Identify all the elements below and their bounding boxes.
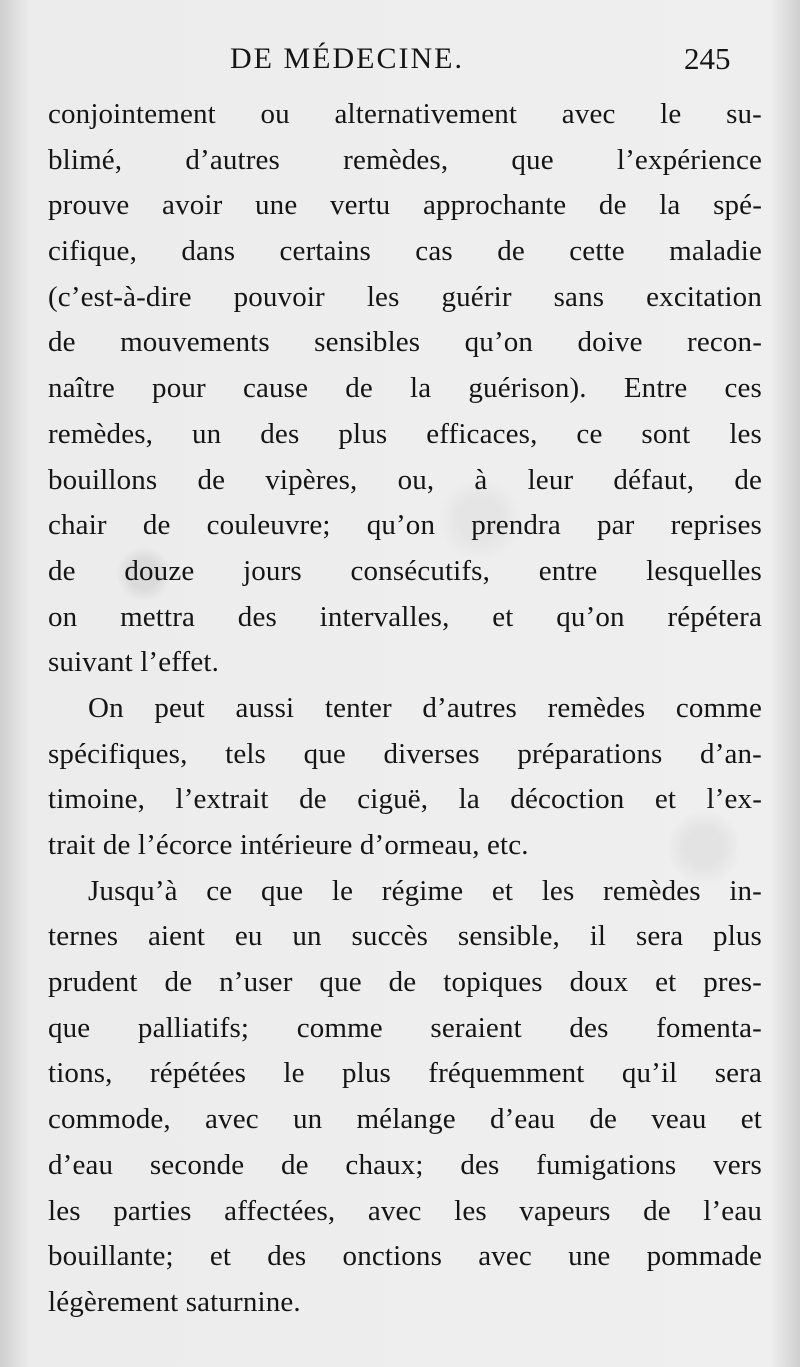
text-line: tions, répétées le plus fréquemment qu’il sera xyxy=(48,1057,762,1090)
text-line: on mettra des intervalles, et qu’on répétera xyxy=(48,600,762,633)
text-line: spécifiques, tels que diverses préparations d’an- xyxy=(48,737,762,770)
main-text xyxy=(48,92,762,1326)
text-line: de douze jours consécutifs, entre lesquelles xyxy=(48,554,762,587)
text-line: suivant l’effet. xyxy=(48,646,219,679)
text-line: naître pour cause de la guérison). Entre ces xyxy=(48,372,762,405)
paragraph-first-line: Jusqu’à ce que le régime et les remèdes in- xyxy=(88,874,762,907)
text-line: légèrement saturnine. xyxy=(48,1285,301,1318)
text-line: de mouvements sensibles qu’on doive recon- xyxy=(48,326,762,359)
text-line: trait de l’écorce intérieure d’ormeau, etc. xyxy=(48,829,529,861)
text-line: chair de couleuvre; qu’on prendra par reprises xyxy=(48,509,762,542)
text-line: blimé, d’autres remèdes, que l’expérience xyxy=(48,143,762,176)
text-line: prudent de n’user que de topiques doux et pres- xyxy=(48,966,762,999)
text-line: ternes aient eu un succès sensible, il sera plus xyxy=(48,920,762,953)
text-line: que palliatifs; comme seraient des fomenta- xyxy=(48,1011,762,1044)
text-line: prouve avoir une vertu approchante de la spé- xyxy=(48,189,762,222)
text-line: conjointement ou alternativement avec le su- xyxy=(48,98,762,130)
text-line: commode, avec un mélange d’eau de veau et xyxy=(48,1103,762,1136)
text-line: d’eau seconde de chaux; des fumigations vers xyxy=(48,1148,762,1181)
text-line: remèdes, un des plus efficaces, ce sont les xyxy=(48,417,762,450)
paragraph-first-line: On peut aussi tenter d’autres remèdes comme xyxy=(88,691,762,724)
text-line: cifique, dans certains cas de cette maladie xyxy=(48,235,762,268)
text-line: bouillante; et des onctions avec une pommade xyxy=(48,1240,762,1273)
page-number: 245 xyxy=(684,41,731,76)
text-line: (c’est-à-dire pouvoir les guérir sans excitation xyxy=(48,280,762,313)
text-line: les parties affectées, avec les vapeurs de l’eau xyxy=(48,1194,762,1227)
text-line: bouillons de vipères, ou, à leur défaut, de xyxy=(48,463,762,496)
text-line: timoine, l’extrait de ciguë, la décoction et l’ex- xyxy=(48,783,762,816)
page-header xyxy=(0,36,800,82)
running-title: DE MÉDECINE. xyxy=(230,42,464,75)
